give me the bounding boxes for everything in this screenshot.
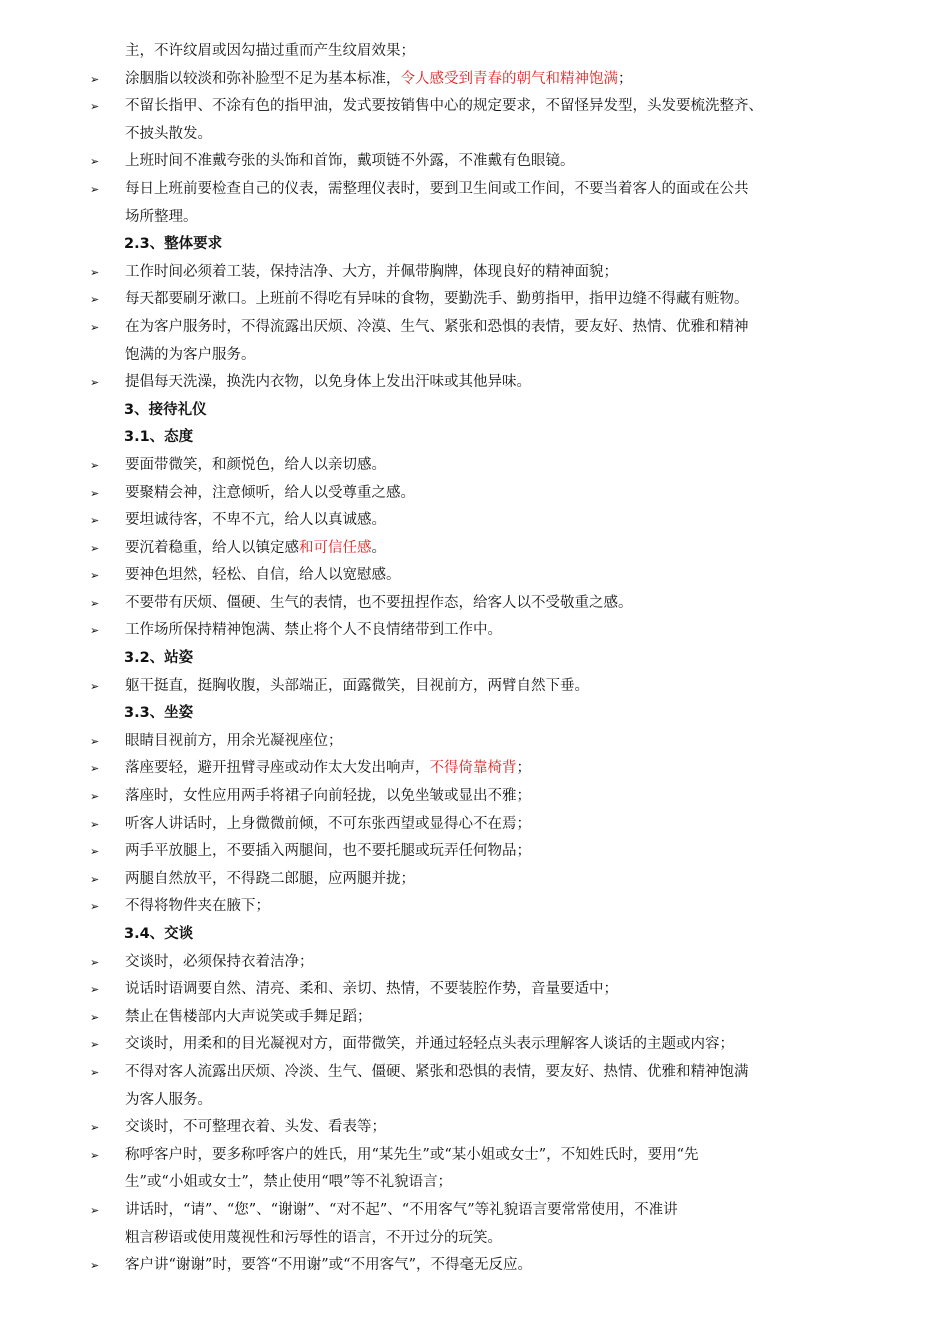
bullet-item bbox=[88, 1114, 868, 1142]
bullet-arrow-icon: ➢ bbox=[90, 762, 100, 776]
bullet-text: 要沉着稳重，给人以镇定感和可信任感。 bbox=[125, 539, 386, 556]
bullet-text: 交谈时，不可整理衣着、头发、看表等； bbox=[125, 1119, 386, 1136]
bullet-text: 在为客户服务时，不得流露出厌烦、冷漠、生气、紧张和恐惧的表情，要友好、热情、优雅和精神 bbox=[125, 318, 749, 335]
bullet-item bbox=[88, 590, 868, 618]
bullet-item bbox=[88, 452, 868, 480]
bullet-text: 说话时语调要自然、清亮、柔和、亲切、热情，不要装腔作势，音量要适中； bbox=[125, 981, 618, 998]
bullet-item bbox=[88, 783, 868, 811]
bullet-item bbox=[88, 507, 868, 535]
section-heading: 3.4、交谈 bbox=[124, 926, 194, 942]
bullet-arrow-icon: ➢ bbox=[90, 458, 100, 472]
bullet-arrow-icon: ➢ bbox=[90, 293, 100, 307]
bullet-text: 听客人讲话时，上身微微前倾，不可东张西望或显得心不在焉； bbox=[125, 815, 531, 832]
bullet-item bbox=[88, 286, 868, 314]
bullet-item bbox=[88, 93, 868, 121]
bullet-text: 涂胭脂以较淡和弥补脸型不足为基本标准，令人感受到青春的朝气和精神饱满； bbox=[125, 70, 633, 87]
bullet-text: 要坦诚待客，不卑不亢，给人以真诚感。 bbox=[125, 512, 386, 529]
bullet-item bbox=[88, 838, 868, 866]
bullet-item bbox=[88, 1059, 868, 1087]
bullet-arrow-icon: ➢ bbox=[90, 955, 100, 969]
bullet-item bbox=[88, 176, 868, 204]
bullet-text: 每日上班前要检查自己的仪表，需整理仪表时，要到卫生间或工作间，不要当着客人的面或在公共 bbox=[125, 180, 749, 197]
bullet-text: 要神色坦然，轻松、自信，给人以宽慰感。 bbox=[125, 567, 401, 584]
bullet-item bbox=[88, 1142, 868, 1170]
bullet-arrow-icon: ➢ bbox=[90, 1148, 100, 1162]
bullet-item bbox=[88, 976, 868, 1004]
bullet-arrow-icon: ➢ bbox=[90, 845, 100, 859]
paragraph-continuation: 场所整理。 bbox=[125, 208, 198, 225]
bullet-arrow-icon: ➢ bbox=[90, 72, 100, 86]
bullet-text: 每天都要刷牙漱口。上班前不得吃有异味的食物，要勤洗手、勤剪指甲，指甲边缝不得藏有赃物。 bbox=[125, 291, 749, 308]
bullet-arrow-icon: ➢ bbox=[90, 182, 100, 196]
bullet-arrow-icon: ➢ bbox=[90, 1121, 100, 1135]
bullet-text: 要聚精会神，注意倾听，给人以受尊重之感。 bbox=[125, 484, 415, 501]
bullet-arrow-icon: ➢ bbox=[90, 790, 100, 804]
bullet-item bbox=[88, 562, 868, 590]
section-heading: 3.3、坐姿 bbox=[124, 705, 194, 722]
bullet-arrow-icon: ➢ bbox=[90, 1010, 100, 1024]
bullet-text: 禁止在售楼部内大声说笑或手舞足蹈； bbox=[125, 1008, 372, 1025]
bullet-arrow-icon: ➢ bbox=[90, 569, 100, 583]
bullet-arrow-icon: ➢ bbox=[90, 376, 100, 390]
bullet-arrow-icon: ➢ bbox=[90, 100, 100, 114]
bullet-item bbox=[88, 811, 868, 839]
highlighted-text: 不得倚靠椅背 bbox=[429, 760, 517, 777]
bullet-text: 交谈时，用柔和的目光凝视对方，面带微笑，并通过轻轻点头表示理解客人谈话的主题或内容； bbox=[125, 1036, 734, 1053]
bullet-arrow-icon: ➢ bbox=[90, 1038, 100, 1052]
bullet-item bbox=[88, 1004, 868, 1032]
bullet-arrow-icon: ➢ bbox=[90, 1203, 100, 1217]
bullet-item bbox=[88, 866, 868, 894]
bullet-text: 工作时间必须着工装，保持洁净、大方，并佩带胸牌，体现良好的精神面貌； bbox=[125, 263, 618, 280]
bullet-arrow-icon: ➢ bbox=[90, 983, 100, 997]
bullet-arrow-icon: ➢ bbox=[90, 541, 100, 555]
bullet-text: 两手平放腿上，不要插入两腿间，也不要托腿或玩弄任何物品； bbox=[125, 843, 531, 860]
paragraph-continuation: 生”或“小姐或女士”，禁止使用“喂”等不礼貌语言； bbox=[125, 1174, 453, 1191]
bullet-arrow-icon: ➢ bbox=[90, 596, 100, 610]
bullet-item bbox=[88, 1031, 868, 1059]
section-heading: 3、接待礼仪 bbox=[124, 401, 207, 418]
bullet-text: 上班时间不准戴夸张的头饰和首饰，戴项链不外露，不准戴有色眼镜。 bbox=[125, 153, 575, 170]
bullet-text: 讲话时，“请”、“您”、“谢谢”、“对不起”、“不用客气”等礼貌语言要常常使用，不准讲 bbox=[125, 1201, 678, 1218]
bullet-text: 不得对客人流露出厌烦、冷淡、生气、僵硬、紧张和恐惧的表情，要友好、热情、优雅和精神饱满 bbox=[125, 1063, 749, 1080]
bullet-text: 躯干挺直，挺胸收腹，头部端正，面露微笑，目视前方，两臂自然下垂。 bbox=[125, 677, 589, 694]
bullet-text: 客户讲“谢谢”时，要答“不用谢”或“不用客气”，不得毫无反应。 bbox=[125, 1257, 532, 1274]
bullet-item bbox=[88, 949, 868, 977]
bullet-item bbox=[88, 369, 868, 397]
bullet-text: 称呼客户时，要多称呼客户的姓氏，用“某先生”或“某小姐或女士”，不知姓氏时，要用“先 bbox=[125, 1146, 699, 1163]
bullet-arrow-icon: ➢ bbox=[90, 514, 100, 528]
highlighted-text: 和可信任感 bbox=[299, 539, 372, 556]
paragraph-continuation: 主，不许纹眉或因勾描过重而产生纹眉效果； bbox=[125, 43, 415, 59]
paragraph-continuation: 饱满的为客户服务。 bbox=[125, 346, 256, 363]
bullet-item bbox=[88, 755, 868, 783]
section-heading: 3.2、站姿 bbox=[124, 650, 194, 667]
section-heading: 2.3、整体要求 bbox=[124, 236, 223, 253]
bullet-item bbox=[88, 893, 868, 921]
bullet-item bbox=[88, 1197, 868, 1225]
bullet-text: 不要带有厌烦、僵硬、生气的表情，也不要扭捏作态，给客人以不受敬重之感。 bbox=[125, 594, 633, 611]
bullet-item bbox=[88, 480, 868, 508]
bullet-text: 不留长指甲、不涂有色的指甲油，发式要按销售中心的规定要求，不留怪异发型，头发要梳洗整齐、 bbox=[125, 98, 763, 115]
bullet-arrow-icon: ➢ bbox=[90, 155, 100, 169]
bullet-arrow-icon: ➢ bbox=[90, 1259, 100, 1273]
paragraph-continuation: 不披头散发。 bbox=[125, 125, 212, 142]
bullet-text: 交谈时，必须保持衣着洁净； bbox=[125, 953, 314, 970]
paragraph-continuation: 粗言秽语或使用蔑视性和污辱性的语言，不开过分的玩笑。 bbox=[125, 1229, 502, 1246]
bullet-arrow-icon: ➢ bbox=[90, 320, 100, 334]
bullet-item bbox=[88, 66, 868, 94]
bullet-arrow-icon: ➢ bbox=[90, 1065, 100, 1079]
bullet-item bbox=[88, 1252, 868, 1280]
bullet-arrow-icon: ➢ bbox=[90, 486, 100, 500]
bullet-item bbox=[88, 314, 868, 342]
bullet-arrow-icon: ➢ bbox=[90, 817, 100, 831]
bullet-arrow-icon: ➢ bbox=[90, 624, 100, 638]
bullet-text: 眼睛目视前方，用余光凝视座位； bbox=[125, 732, 343, 749]
bullet-arrow-icon: ➢ bbox=[90, 900, 100, 914]
bullet-item bbox=[88, 535, 868, 563]
document-body bbox=[88, 38, 868, 1280]
bullet-item bbox=[88, 673, 868, 701]
section-heading: 3.1、态度 bbox=[124, 429, 194, 446]
bullet-text: 要面带微笑，和颜悦色，给人以亲切感。 bbox=[125, 456, 386, 473]
bullet-arrow-icon: ➢ bbox=[90, 872, 100, 886]
bullet-text: 两腿自然放平，不得跷二郎腿，应两腿并拢； bbox=[125, 870, 415, 887]
bullet-arrow-icon: ➢ bbox=[90, 679, 100, 693]
bullet-text: 不得将物件夹在腋下； bbox=[125, 898, 270, 915]
bullet-text: 落座时，女性应用两手将裙子向前轻拢，以免坐皱或显出不雅； bbox=[125, 788, 531, 805]
bullet-arrow-icon: ➢ bbox=[90, 734, 100, 748]
bullet-text: 提倡每天洗澡，换洗内衣物，以免身体上发出汗味或其他异味。 bbox=[125, 374, 531, 391]
bullet-item bbox=[88, 148, 868, 176]
bullet-text: 落座要轻，避开扭臂寻座或动作太大发出响声，不得倚靠椅背； bbox=[125, 760, 531, 777]
bullet-item bbox=[88, 728, 868, 756]
paragraph-continuation: 为客人服务。 bbox=[125, 1091, 212, 1108]
bullet-item bbox=[88, 259, 868, 287]
bullet-text: 工作场所保持精神饱满、禁止将个人不良情绪带到工作中。 bbox=[125, 622, 502, 639]
highlighted-text: 令人感受到青春的朝气和精神饱满 bbox=[400, 70, 618, 87]
bullet-item bbox=[88, 617, 868, 645]
bullet-arrow-icon: ➢ bbox=[90, 265, 100, 279]
